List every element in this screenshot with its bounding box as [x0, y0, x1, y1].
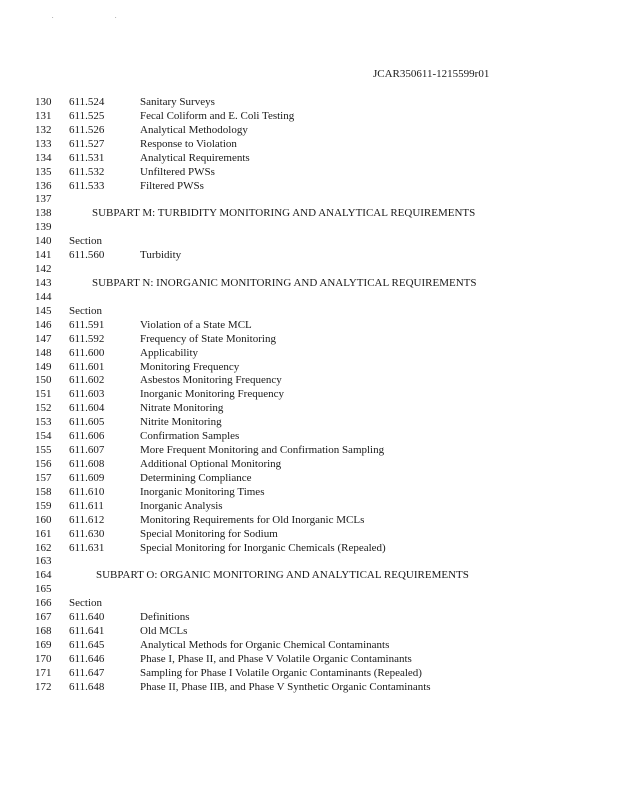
- line-number: 172: [35, 680, 52, 693]
- section-title: Nitrite Monitoring: [140, 416, 222, 429]
- section-number: 611.533: [69, 179, 105, 192]
- section-number: 611.601: [69, 360, 105, 373]
- line-number: 138: [35, 207, 52, 220]
- toc-entry-row: [0, 249, 619, 263]
- line-number: 141: [35, 249, 52, 262]
- section-number: 611.646: [69, 652, 105, 665]
- toc-entry-row: [0, 444, 619, 458]
- toc-entry-row: [0, 500, 619, 514]
- section-number: 611.647: [69, 666, 105, 679]
- section-title: Frequency of State Monitoring: [140, 332, 276, 345]
- section-title: Special Monitoring for Inorganic Chemicals (Repealed): [140, 541, 386, 554]
- section-title: Analytical Methods for Organic Chemical Contaminants: [140, 638, 390, 651]
- section-title: Determining Compliance: [140, 471, 252, 484]
- line-number: 139: [35, 221, 52, 234]
- section-title: Unfiltered PWSs: [140, 165, 215, 178]
- line-number: 146: [35, 318, 52, 331]
- section-label: Section: [69, 597, 102, 610]
- line-number: 143: [35, 276, 52, 289]
- toc-row: [0, 263, 619, 277]
- section-title: Special Monitoring for Sodium: [140, 527, 278, 540]
- section-number: 611.631: [69, 541, 105, 554]
- document-body: [0, 96, 619, 695]
- section-title: Phase II, Phase IIB, and Phase V Synthetic Organic Contaminants: [140, 680, 431, 693]
- line-number: 169: [35, 638, 52, 651]
- toc-row: [0, 221, 619, 235]
- section-number: 611.609: [69, 471, 105, 484]
- section-number: 611.645: [69, 638, 105, 651]
- toc-entry-row: [0, 681, 619, 695]
- toc-entry-row: [0, 472, 619, 486]
- toc-entry-row: [0, 110, 619, 124]
- section-number: 611.600: [69, 346, 105, 359]
- subpart-heading-row: [0, 207, 619, 221]
- line-number: 136: [35, 179, 52, 192]
- toc-entry-row: [0, 611, 619, 625]
- toc-entry-row: [0, 152, 619, 166]
- section-title: Nitrate Monitoring: [140, 402, 224, 415]
- section-number: 611.524: [69, 96, 105, 108]
- section-title: Monitoring Frequency: [140, 360, 240, 373]
- line-number: 158: [35, 485, 52, 498]
- section-number: 611.641: [69, 625, 105, 638]
- document-id: JCAR350611-1215599r01: [373, 68, 490, 80]
- section-number: 611.612: [69, 513, 105, 526]
- toc-entry-row: [0, 124, 619, 138]
- toc-entry-row: [0, 667, 619, 681]
- toc-row: [0, 305, 619, 319]
- toc-entry-row: [0, 653, 619, 667]
- section-number: 611.606: [69, 430, 105, 443]
- section-number: 611.607: [69, 444, 105, 457]
- subpart-heading: SUBPART M: TURBIDITY MONITORING AND ANALYTICAL REQUIREMENTS: [92, 207, 476, 220]
- line-number: 165: [35, 583, 52, 596]
- toc-row: [0, 555, 619, 569]
- line-number: 130: [35, 96, 52, 108]
- section-number: 611.591: [69, 318, 105, 331]
- section-title: Sampling for Phase I Volatile Organic Contaminants (Repealed): [140, 666, 422, 679]
- line-number: 168: [35, 625, 52, 638]
- section-title: More Frequent Monitoring and Confirmation Sampling: [140, 444, 385, 457]
- line-number: 154: [35, 430, 52, 443]
- line-number: 162: [35, 541, 52, 554]
- section-number: 611.611: [69, 499, 104, 512]
- line-number: 171: [35, 666, 52, 679]
- line-number: 157: [35, 471, 52, 484]
- toc-entry-row: [0, 416, 619, 430]
- line-number: 167: [35, 611, 52, 624]
- toc-entry-row: [0, 361, 619, 375]
- section-title: Violation of a State MCL: [140, 318, 252, 331]
- line-number: 134: [35, 151, 52, 164]
- line-number: 148: [35, 346, 52, 359]
- toc-entry-row: [0, 166, 619, 180]
- section-label: Section: [69, 304, 102, 317]
- line-number: 166: [35, 597, 52, 610]
- subpart-heading-row: [0, 277, 619, 291]
- line-number: 152: [35, 402, 52, 415]
- line-number: 142: [35, 263, 52, 276]
- toc-entry-row: [0, 374, 619, 388]
- toc-entry-row: [0, 319, 619, 333]
- corner-marks: . .: [52, 14, 147, 20]
- line-number: 132: [35, 123, 52, 136]
- line-number: 137: [35, 193, 52, 206]
- section-title: Phase I, Phase II, and Phase V Volatile Organic Contaminants: [140, 652, 412, 665]
- toc-entry-row: [0, 639, 619, 653]
- section-number: 611.648: [69, 680, 105, 693]
- section-title: Applicability: [140, 346, 199, 359]
- line-number: 151: [35, 388, 52, 401]
- section-title: Response to Violation: [140, 137, 237, 150]
- section-number: 611.527: [69, 137, 105, 150]
- section-title: Analytical Methodology: [140, 123, 248, 136]
- section-number: 611.560: [69, 249, 105, 262]
- line-number: 153: [35, 416, 52, 429]
- section-number: 611.526: [69, 123, 105, 136]
- section-number: 611.592: [69, 332, 105, 345]
- toc-entry-row: [0, 458, 619, 472]
- section-number: 611.608: [69, 457, 105, 470]
- section-title: Monitoring Requirements for Old Inorganic MCLs: [140, 513, 365, 526]
- section-title: Filtered PWSs: [140, 179, 204, 192]
- section-title: Old MCLs: [140, 625, 188, 638]
- line-number: 140: [35, 235, 52, 248]
- toc-entry-row: [0, 138, 619, 152]
- section-title: Additional Optional Monitoring: [140, 457, 282, 470]
- subpart-heading: SUBPART O: ORGANIC MONITORING AND ANALYTICAL REQUIREMENTS: [96, 569, 469, 582]
- section-number: 611.604: [69, 402, 105, 415]
- section-label: Section: [69, 235, 102, 248]
- toc-entry-row: [0, 486, 619, 500]
- section-number: 611.630: [69, 527, 105, 540]
- line-number: 160: [35, 513, 52, 526]
- line-number: 150: [35, 374, 52, 387]
- line-number: 149: [35, 360, 52, 373]
- line-number: 144: [35, 290, 52, 303]
- toc-entry-row: [0, 402, 619, 416]
- section-number: 611.640: [69, 611, 105, 624]
- toc-entry-row: [0, 347, 619, 361]
- toc-entry-row: [0, 388, 619, 402]
- section-number: 611.603: [69, 388, 105, 401]
- toc-entry-row: [0, 528, 619, 542]
- line-number: 133: [35, 137, 52, 150]
- subpart-heading: SUBPART N: INORGANIC MONITORING AND ANALYTICAL REQUIREMENTS: [92, 276, 477, 289]
- section-title: Analytical Requirements: [140, 151, 250, 164]
- toc-row: [0, 235, 619, 249]
- line-number: 155: [35, 444, 52, 457]
- toc-entry-row: [0, 96, 619, 110]
- toc-entry-row: [0, 430, 619, 444]
- toc-row: [0, 193, 619, 207]
- line-number: 135: [35, 165, 52, 178]
- section-title: Confirmation Samples: [140, 430, 240, 443]
- section-title: Definitions: [140, 611, 190, 624]
- section-number: 611.525: [69, 109, 105, 122]
- line-number: 163: [35, 555, 52, 568]
- section-number: 611.531: [69, 151, 105, 164]
- section-title: Turbidity: [140, 249, 182, 262]
- line-number: 147: [35, 332, 52, 345]
- line-number: 164: [35, 569, 52, 582]
- line-number: 170: [35, 652, 52, 665]
- section-number: 611.605: [69, 416, 105, 429]
- section-title: Inorganic Monitoring Times: [140, 485, 265, 498]
- toc-row: [0, 597, 619, 611]
- section-number: 611.532: [69, 165, 105, 178]
- section-title: Asbestos Monitoring Frequency: [140, 374, 282, 387]
- toc-entry-row: [0, 514, 619, 528]
- toc-entry-row: [0, 542, 619, 556]
- section-title: Inorganic Monitoring Frequency: [140, 388, 284, 401]
- toc-entry-row: [0, 180, 619, 194]
- line-number: 161: [35, 527, 52, 540]
- section-title: Sanitary Surveys: [140, 96, 215, 108]
- line-number: 145: [35, 304, 52, 317]
- toc-entry-row: [0, 625, 619, 639]
- toc-row: [0, 291, 619, 305]
- section-title: Inorganic Analysis: [140, 499, 223, 512]
- toc-entry-row: [0, 333, 619, 347]
- line-number: 159: [35, 499, 52, 512]
- section-number: 611.610: [69, 485, 105, 498]
- section-number: 611.602: [69, 374, 105, 387]
- line-number: 156: [35, 457, 52, 470]
- line-number: 131: [35, 109, 52, 122]
- section-title: Fecal Coliform and E. Coli Testing: [140, 109, 295, 122]
- subpart-heading-row: [0, 569, 619, 583]
- toc-row: [0, 583, 619, 597]
